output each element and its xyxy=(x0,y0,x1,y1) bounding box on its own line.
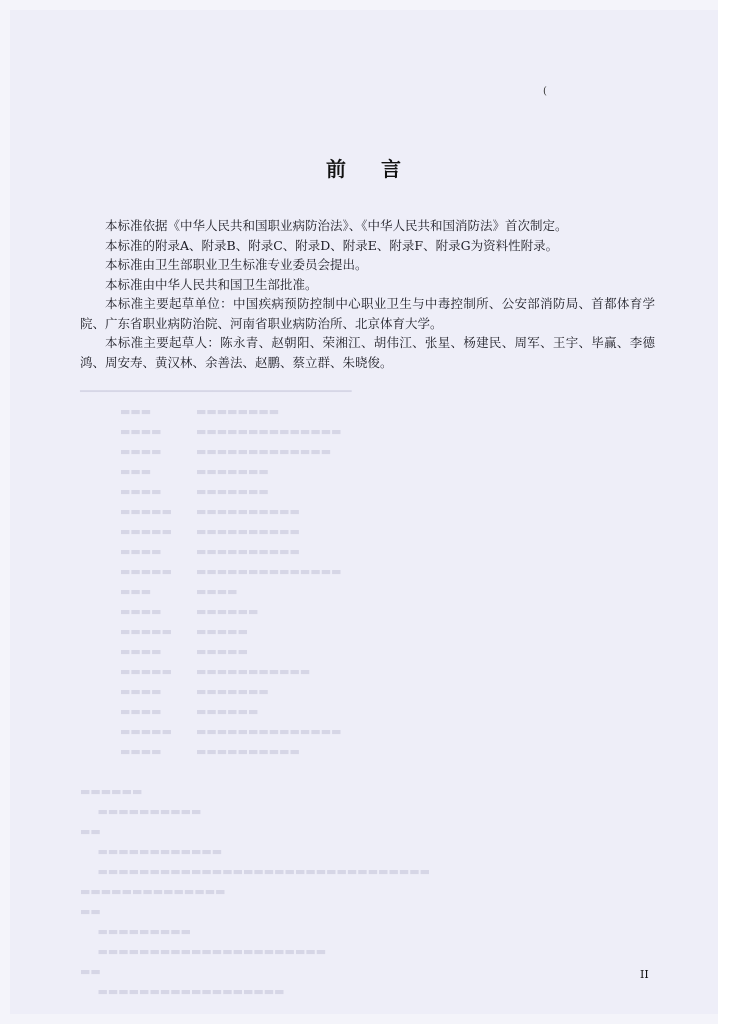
scan-speck: ( xyxy=(543,86,547,97)
paragraph-basis: 本标准依据《中华人民共和国职业病防治法》、《中华人民共和国消防法》首次制定。 xyxy=(105,218,568,233)
page-title xyxy=(10,153,718,182)
paragraph-appendices: 本标准的附录A、附录B、附录C、附录D、附录E、附录F、附录G为资料性附录。 xyxy=(105,237,559,253)
title-char-right: 言 xyxy=(381,157,402,181)
paragraph-approver: 本标准由中华人民共和国卫生部批准。 xyxy=(105,276,318,292)
paragraph-proposer: 本标准由卫生部职业卫生标准专业委员会提出。 xyxy=(105,257,368,272)
bleed-through-text: ━━━━━━━━━━━━━━━━━━━━━━━━━━━━━━━━━━━━━━━━━ ▬▬▬ ▬▬▬▬▬▬▬▬ ▬▬▬▬ ▬▬▬▬▬▬▬▬▬▬▬▬▬▬ ▬▬▬▬ ▬▬▬▬▬▬▬▬▬▬▬▬▬ ▬▬▬ ▬▬▬▬▬▬▬ ▬▬▬▬ ▬▬▬▬▬▬▬ ▬▬▬▬▬ ▬▬▬▬▬▬▬▬▬▬ ▬▬▬▬▬ ▬▬▬▬▬▬▬▬▬▬ ▬▬▬▬ ▬▬▬▬▬▬▬▬▬▬ ▬▬▬▬▬ ▬▬▬▬▬▬▬▬▬▬▬▬▬▬ ▬▬▬ ▬▬▬▬ ▬▬▬▬ ▬▬▬▬▬▬ ▬▬▬▬▬ ▬▬▬▬▬ ▬▬▬▬ ▬▬▬▬▬ ▬▬▬▬▬ ▬▬▬▬▬▬▬▬▬▬▬ ▬▬▬▬ ▬▬▬▬▬▬▬ ▬▬▬▬ ▬▬▬▬▬▬ ▬▬▬▬▬ ▬▬▬▬▬▬▬▬▬▬▬▬▬▬ ▬▬▬▬ ▬▬▬▬▬▬▬▬▬▬ ▬▬▬▬▬▬ ▬▬▬▬▬▬▬▬▬▬ ▬▬ ▬▬▬▬▬▬▬▬▬▬▬▬ ▬▬▬▬▬▬▬▬▬▬▬▬▬▬▬▬▬▬▬▬▬▬▬▬▬▬▬▬▬▬▬▬ ▬▬▬▬▬▬▬▬▬▬▬▬▬▬ ▬▬ ▬▬▬▬▬▬▬▬▬ ▬▬▬▬▬▬▬▬▬▬▬▬▬▬▬▬▬▬▬▬▬▬ ▬▬ ▬▬▬▬▬▬▬▬▬▬▬▬▬▬▬▬▬▬ xyxy=(80,385,431,998)
document-page xyxy=(10,10,718,1014)
scan-margin xyxy=(718,0,739,1024)
title-char-left: 前 xyxy=(326,157,347,181)
paragraph-drafters: 本标准主要起草人：陈永青、赵朝阳、荣湘江、胡伟江、张星、杨建民、周军、王宇、毕赢、李德鸿、周安寿、黄汉林、余善法、赵鹏、蔡立群、朱晓俊。 xyxy=(80,335,655,370)
foreword-body xyxy=(80,216,655,372)
paragraph-drafting-units: 本标准主要起草单位：中国疾病预防控制中心职业卫生与中毒控制所、公安部消防局、首都体育学院、广东省职业病防治院、河南省职业病防治所、北京体育大学。 xyxy=(80,296,655,331)
page-number: II xyxy=(640,968,649,981)
